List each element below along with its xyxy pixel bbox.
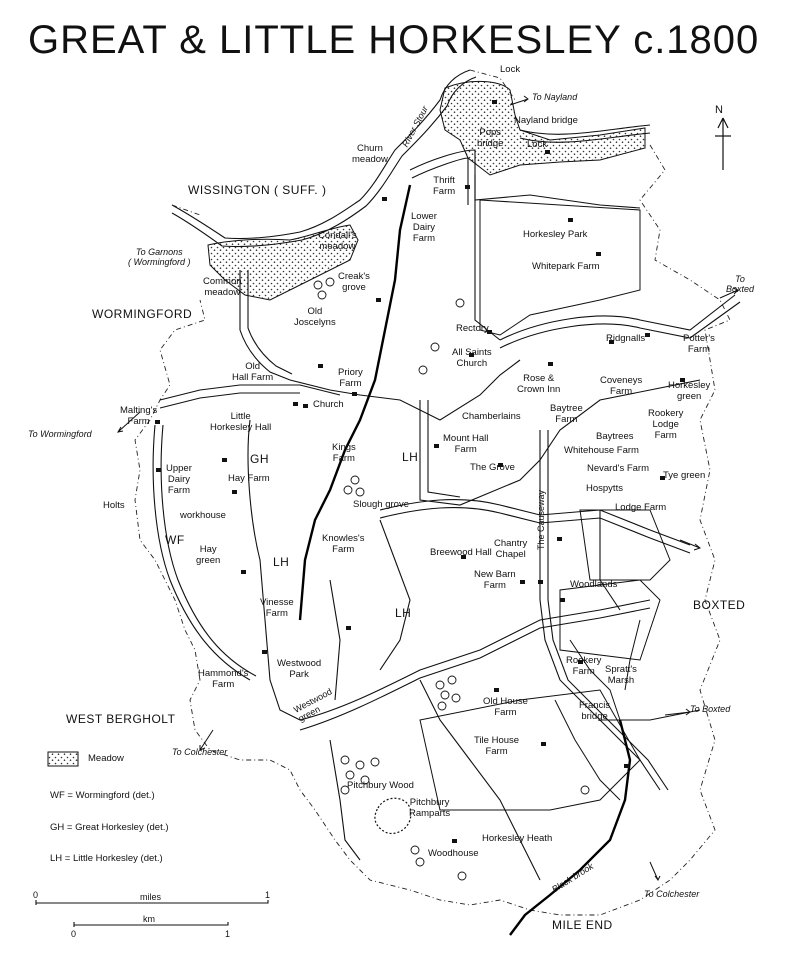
- map-title: GREAT & LITTLE HORKESLEY c.1800: [28, 18, 760, 62]
- label-lock-top: Lock: [500, 64, 521, 75]
- label-workhouse: workhouse: [180, 510, 226, 521]
- pitchbury-ramparts: [375, 798, 411, 833]
- label-pitchbury-ramparts: Pitchbury Ramparts: [409, 797, 451, 819]
- label-francis-bridge: Francis bridge: [579, 700, 611, 722]
- label-thrift-farm: Thrift Farm: [433, 175, 456, 197]
- label-old-hall-farm: Old Hall Farm: [232, 361, 274, 383]
- label-common-meadow: Common meadow: [203, 276, 242, 298]
- scale-km-zero: 0: [71, 929, 77, 939]
- label-creaks-grove: Creak's grove: [338, 271, 370, 293]
- label-lock-mid: Lock: [527, 139, 548, 150]
- detached-lh-1: LH: [402, 450, 419, 464]
- detached-lh-2: LH: [273, 555, 290, 569]
- to-nayland: To Nayland: [532, 92, 578, 102]
- label-lodge-farm: Lodge Farm: [615, 502, 667, 513]
- label-coveneys-farm: Coveneys Farm: [600, 375, 643, 397]
- legend-meadow-swatch: [48, 752, 78, 766]
- label-spratts-marsh: Spratt's Marsh: [605, 664, 637, 686]
- label-pitchbury-wood: Pitchbury Wood: [347, 780, 414, 791]
- scale-km-label: km: [143, 914, 155, 924]
- detached-wf: WF: [165, 533, 185, 547]
- label-priory-farm: Priory Farm: [338, 367, 363, 389]
- parish-west-bergholt: WEST BERGHOLT: [66, 712, 176, 726]
- scale-miles-zero: 0: [33, 890, 39, 900]
- label-condalls-meadow: Condall's meadow: [318, 230, 357, 252]
- label-nevards-farm: Nevard's Farm: [587, 463, 649, 474]
- parish-wormingford: WORMINGFORD: [92, 307, 193, 321]
- brooks: [300, 185, 630, 935]
- label-horkesley-green: Horkesley green: [668, 380, 711, 402]
- to-garnons: To Garnons ( Wormingford ): [128, 247, 191, 267]
- label-hospytts: Hospytts: [586, 483, 623, 494]
- label-black-brook: Black brook: [550, 861, 596, 895]
- legend-gh: GH = Great Horkesley (det.): [50, 822, 169, 833]
- to-boxted-ne: To Boxted: [726, 274, 755, 294]
- to-colchester-se: To Colchester: [644, 889, 700, 899]
- to-wormingford: To Wormingford: [28, 429, 92, 439]
- label-ridgnalls: Ridgnalls: [606, 333, 646, 344]
- north-label: N: [715, 104, 723, 116]
- label-old-house-farm: Old House Farm: [483, 696, 528, 718]
- label-churn-meadow: Churn meadow: [352, 143, 388, 165]
- label-mount-hall-farm: Mount Hall Farm: [443, 433, 489, 455]
- label-rectory: Rectory: [456, 323, 489, 334]
- label-holts: Holts: [103, 500, 125, 511]
- label-nayland-bridge: Nayland bridge: [514, 115, 578, 126]
- label-little-horkesley-hall: Little Horkesley Hall: [210, 411, 272, 433]
- label-the-grove: The Grove: [470, 462, 515, 473]
- label-potters-farm: Potter's Farm: [683, 333, 715, 355]
- label-rookery-lodge-farm: Rookery Lodge Farm: [648, 408, 684, 441]
- label-chamberlains: Chamberlains: [462, 411, 521, 422]
- label-tile-house-farm: Tile House Farm: [474, 735, 520, 757]
- label-hay-green: Hay green: [196, 544, 221, 566]
- legend-meadow: Meadow: [88, 753, 124, 764]
- label-lower-dairy-farm: Lower Dairy Farm: [411, 211, 437, 244]
- label-tye-green: Tye green: [663, 470, 706, 481]
- scale-km-one: 1: [225, 929, 231, 939]
- label-rose-crown-inn: Rose & Crown Inn: [517, 373, 561, 395]
- label-pops-bridge: Pops bridge: [477, 127, 504, 149]
- parish-mile-end: MILE END: [552, 918, 613, 932]
- label-all-saints-church: All Saints Church: [452, 347, 492, 369]
- label-knowles-farm: Knowles's Farm: [322, 533, 365, 555]
- label-horkesley-heath: Horkesley Heath: [482, 833, 553, 844]
- label-vinesse-farm: Vinesse Farm: [260, 597, 294, 619]
- label-hay-farm: Hay Farm: [228, 473, 270, 484]
- label-maltings-farm: Malting's Farm: [120, 405, 158, 427]
- parish-boxted: BOXTED: [693, 598, 746, 612]
- scale-miles-label: miles: [140, 892, 162, 902]
- north-arrow: [715, 118, 731, 170]
- scale-miles-one: 1: [265, 890, 271, 900]
- label-baytrees: Baytrees: [596, 431, 634, 442]
- label-baytree-farm: Baytree Farm: [550, 403, 583, 425]
- label-river-stour: River Stour: [400, 104, 430, 149]
- detached-gh: GH: [250, 452, 269, 466]
- label-westwood-green: Westwood green: [292, 686, 334, 724]
- label-whitehouse-farm: Whitehouse Farm: [564, 445, 639, 456]
- label-kings-farm: Kings Farm: [332, 442, 356, 464]
- detached-lh-3: LH: [395, 606, 412, 620]
- label-rookery-farm: Rookery Farm: [566, 655, 602, 677]
- label-westwood-park: Westwood Park: [277, 658, 322, 680]
- label-chantry-chapel: Chantry Chapel: [494, 538, 528, 560]
- label-slough-grove: Slough grove: [353, 499, 409, 510]
- label-whitepark-farm: Whitepark Farm: [532, 261, 600, 272]
- label-upper-dairy-farm: Upper Dairy Farm: [166, 463, 192, 496]
- parish-wissington: WISSINGTON ( SUFF. ): [188, 183, 327, 197]
- label-hammonds-farm: Hammond's Farm: [198, 668, 249, 690]
- legend-lh: LH = Little Horkesley (det.): [50, 853, 163, 864]
- label-horkesley-park: Horkesley Park: [523, 229, 588, 240]
- legend-wf: WF = Wormingford (det.): [50, 790, 155, 801]
- to-boxted-e: To Boxted: [690, 704, 731, 714]
- to-colchester-sw: To Colchester: [172, 747, 228, 757]
- label-church: Church: [313, 399, 344, 410]
- label-woodlands: Woodlands: [570, 579, 618, 590]
- label-woodhouse: Woodhouse: [428, 848, 479, 859]
- label-old-joscelyns: Old Joscelyns: [294, 306, 336, 328]
- label-the-causeway: The Causeway: [536, 489, 546, 550]
- label-new-barn-farm: New Barn Farm: [474, 569, 516, 591]
- label-breewood-hall: Breewood Hall: [430, 547, 492, 558]
